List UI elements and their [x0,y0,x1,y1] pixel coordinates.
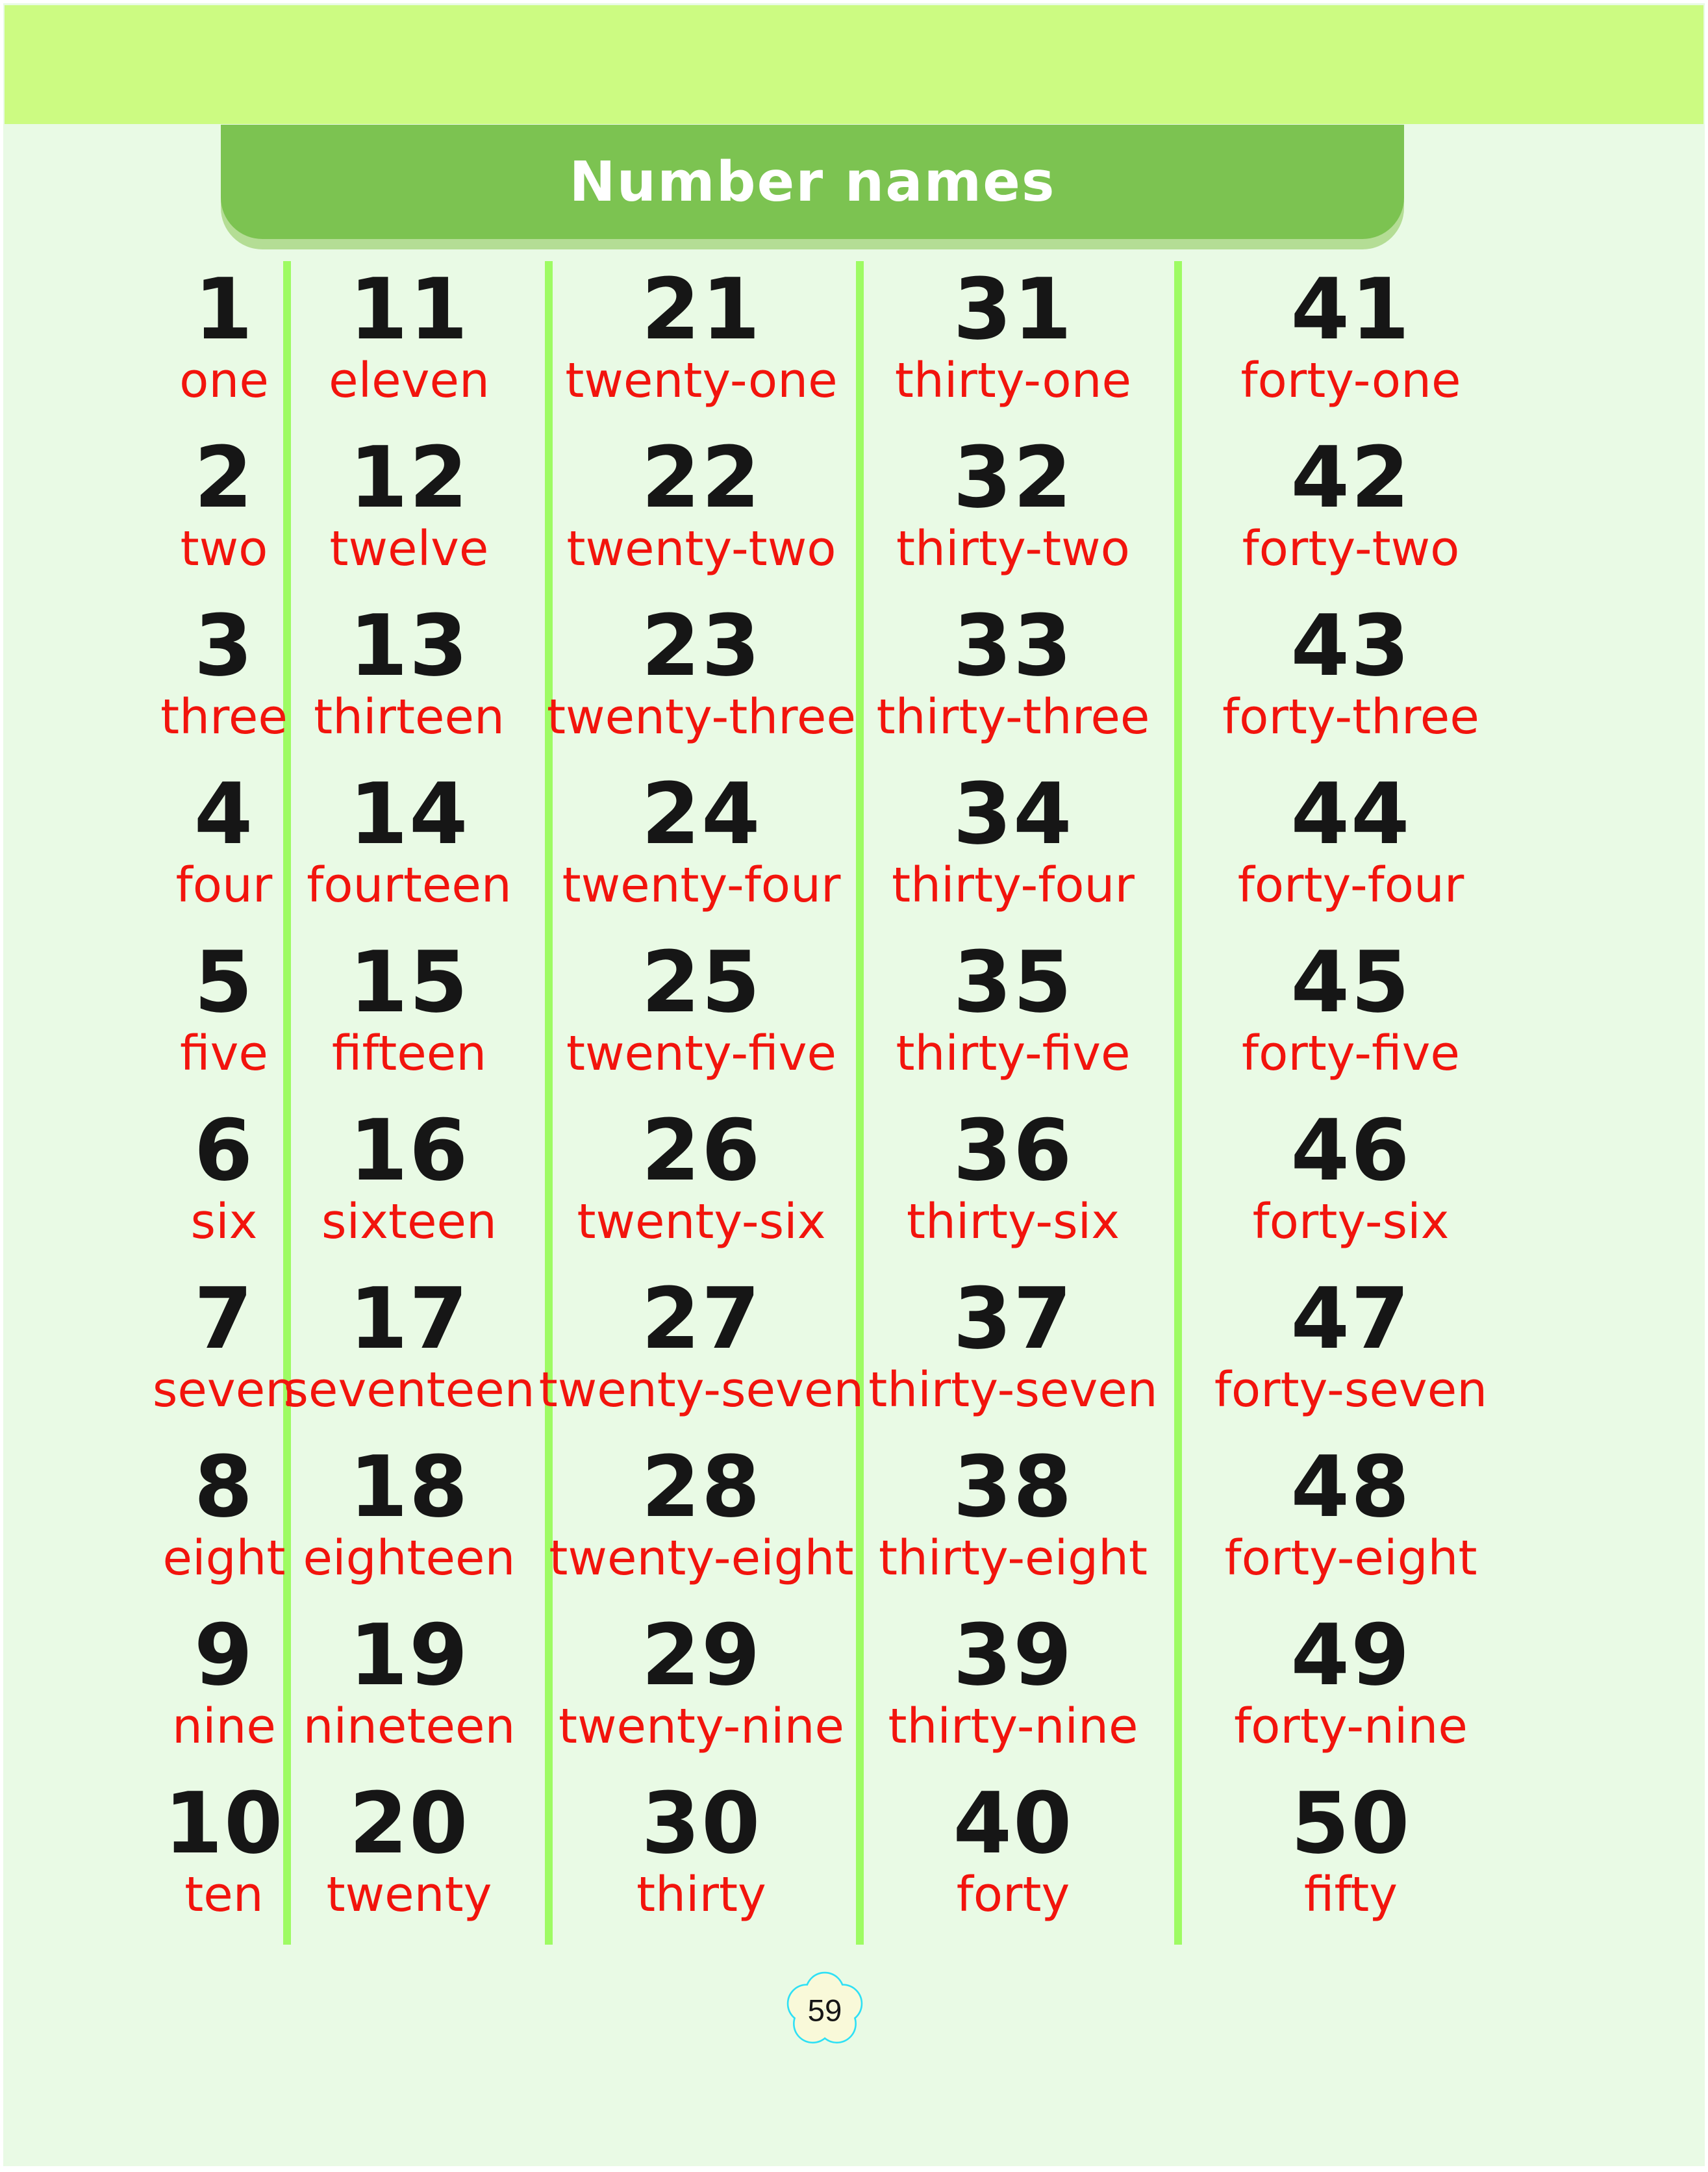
number-value: 11 [349,260,470,359]
number-value: 18 [349,1437,470,1536]
number-cell [283,1774,536,1942]
number-cell [552,764,851,933]
number-name: twenty-three [547,688,856,745]
number-name: fifty [1303,1866,1398,1923]
number-cell [552,933,851,1101]
number-cell [283,596,536,764]
number-cell [552,428,851,596]
number-value: 46 [1290,1101,1411,1200]
number-name: one [179,352,269,409]
number-name: twenty-nine [558,1698,845,1754]
number-name: thirty-five [896,1025,1131,1081]
number-value: 15 [349,933,470,1031]
number-name: eight [162,1530,286,1586]
number-value: 24 [641,764,762,863]
page-title: Number names [569,149,1056,214]
number-name: nineteen [303,1698,516,1754]
number-value: 12 [349,428,470,527]
number-value: 28 [641,1437,762,1536]
number-name: forty-four [1237,857,1464,913]
number-name: forty-two [1242,520,1460,577]
number-value: 9 [194,1606,255,1704]
number-name: thirty-two [896,520,1130,577]
number-value: 26 [641,1101,762,1200]
number-value: 10 [164,1774,284,1873]
number-name: six [190,1193,258,1250]
number-value: 23 [641,596,762,695]
number-name: fourteen [307,857,512,913]
number-value: 42 [1290,428,1411,527]
number-column-3 [538,260,864,1942]
number-cell [1195,428,1507,596]
number-value: 20 [349,1774,470,1873]
number-name: two [180,520,268,577]
number-value: 47 [1290,1269,1411,1368]
number-cell [1195,596,1507,764]
number-cell [552,1606,851,1774]
number-cell [552,1774,851,1942]
number-name: forty-nine [1234,1698,1468,1754]
number-name: five [180,1025,268,1081]
page [3,3,1705,2166]
number-name: forty-one [1240,352,1461,409]
number-value: 37 [953,1269,1074,1368]
number-value: 3 [194,596,255,695]
number-value: 4 [194,764,255,863]
number-cell [1195,260,1507,428]
number-name: thirty-one [894,352,1132,409]
number-cell [1195,1774,1507,1942]
number-name: ten [184,1866,264,1923]
number-value: 44 [1290,764,1411,863]
number-name: forty-six [1252,1193,1450,1250]
number-name: nine [172,1698,276,1754]
number-name: forty-five [1242,1025,1460,1081]
column-divider [1174,261,1182,1945]
number-value: 19 [349,1606,470,1704]
number-name: thirty-eight [878,1530,1148,1586]
number-value: 5 [194,933,255,1031]
number-value: 2 [194,428,255,527]
number-name: thirty-six [906,1193,1120,1250]
number-column-4 [864,260,1162,1942]
column-divider [856,261,864,1945]
number-name: twelve [329,520,489,577]
number-value: 25 [641,933,762,1031]
number-name: twenty-four [562,857,841,913]
number-column-5 [1195,260,1507,1942]
number-name: twenty-six [577,1193,826,1250]
number-cell [552,1101,851,1269]
number-name: seventeen [283,1361,535,1418]
number-cell [1195,1101,1507,1269]
number-value: 39 [953,1606,1074,1704]
number-name: twenty-one [565,352,838,409]
number-cell [283,764,536,933]
number-name: eighteen [303,1530,516,1586]
number-cell [864,428,1162,596]
number-value: 22 [641,428,762,527]
number-value: 48 [1290,1437,1411,1536]
number-cell [549,1437,854,1606]
number-cell [547,596,856,764]
number-name: forty-seven [1214,1361,1488,1418]
number-cell [864,1606,1162,1774]
number-name: forty [956,1866,1070,1923]
number-value: 7 [194,1269,255,1368]
page-number: 59 [807,1993,842,2028]
number-name: twenty-two [566,520,836,577]
number-name: thirty-seven [868,1361,1158,1418]
number-cell [552,260,851,428]
number-value: 49 [1290,1606,1411,1704]
number-name: twenty-five [566,1025,837,1081]
number-cell [864,1101,1162,1269]
number-name: fifteen [331,1025,487,1081]
number-name: eleven [329,352,490,409]
number-value: 32 [953,428,1074,527]
number-name: three [160,688,288,745]
number-value: 33 [953,596,1074,695]
number-cell [864,764,1162,933]
number-cell [283,1101,536,1269]
number-name: thirteen [314,688,505,745]
number-name: four [175,857,273,913]
number-value: 14 [349,764,470,863]
number-cell [283,1269,536,1437]
number-value: 13 [349,596,470,695]
number-value: 35 [953,933,1074,1031]
number-cell [1195,1437,1507,1606]
number-value: 21 [641,260,762,359]
number-cell [864,1269,1162,1437]
number-cell [1195,1606,1507,1774]
number-value: 36 [953,1101,1074,1200]
number-name: seven [152,1361,296,1418]
page-title-banner [221,125,1404,239]
number-value: 6 [194,1101,255,1200]
number-value: 31 [953,260,1074,359]
flower-icon [781,1971,868,2047]
number-value: 29 [641,1606,762,1704]
number-cell [283,933,536,1101]
number-cell [538,1269,864,1437]
number-name: thirty [636,1866,766,1923]
number-value: 41 [1290,260,1411,359]
number-cell [283,428,536,596]
number-cell [864,1774,1162,1942]
number-column-2 [283,260,536,1942]
number-name: forty-three [1222,688,1479,745]
number-cell [864,260,1162,428]
number-value: 1 [194,260,255,359]
number-value: 8 [194,1437,255,1536]
number-cell [1195,933,1507,1101]
number-name: sixteen [321,1193,497,1250]
number-cell [283,1606,536,1774]
number-value: 16 [349,1101,470,1200]
number-value: 50 [1290,1774,1411,1873]
number-value: 34 [953,764,1074,863]
number-cell [283,260,536,428]
number-value: 40 [953,1774,1074,1873]
number-cell [864,933,1162,1101]
number-cell [864,596,1162,764]
page-number-flower [781,1971,868,2047]
number-cell [283,1437,536,1606]
number-value: 45 [1290,933,1411,1031]
number-value: 17 [349,1269,470,1368]
number-value: 27 [641,1269,762,1368]
number-name: thirty-four [892,857,1135,913]
number-cell [1195,1269,1507,1437]
number-name: thirty-nine [888,1698,1138,1754]
number-name: forty-eight [1224,1530,1477,1586]
number-value: 38 [953,1437,1074,1536]
number-name: twenty-eight [549,1530,854,1586]
number-cell [1195,764,1507,933]
number-value: 30 [641,1774,762,1873]
number-value: 43 [1290,596,1411,695]
number-name: thirty-three [876,688,1150,745]
number-cell [864,1437,1162,1606]
number-name: twenty [326,1866,492,1923]
number-name: twenty-seven [538,1361,864,1418]
top-band [5,5,1703,124]
